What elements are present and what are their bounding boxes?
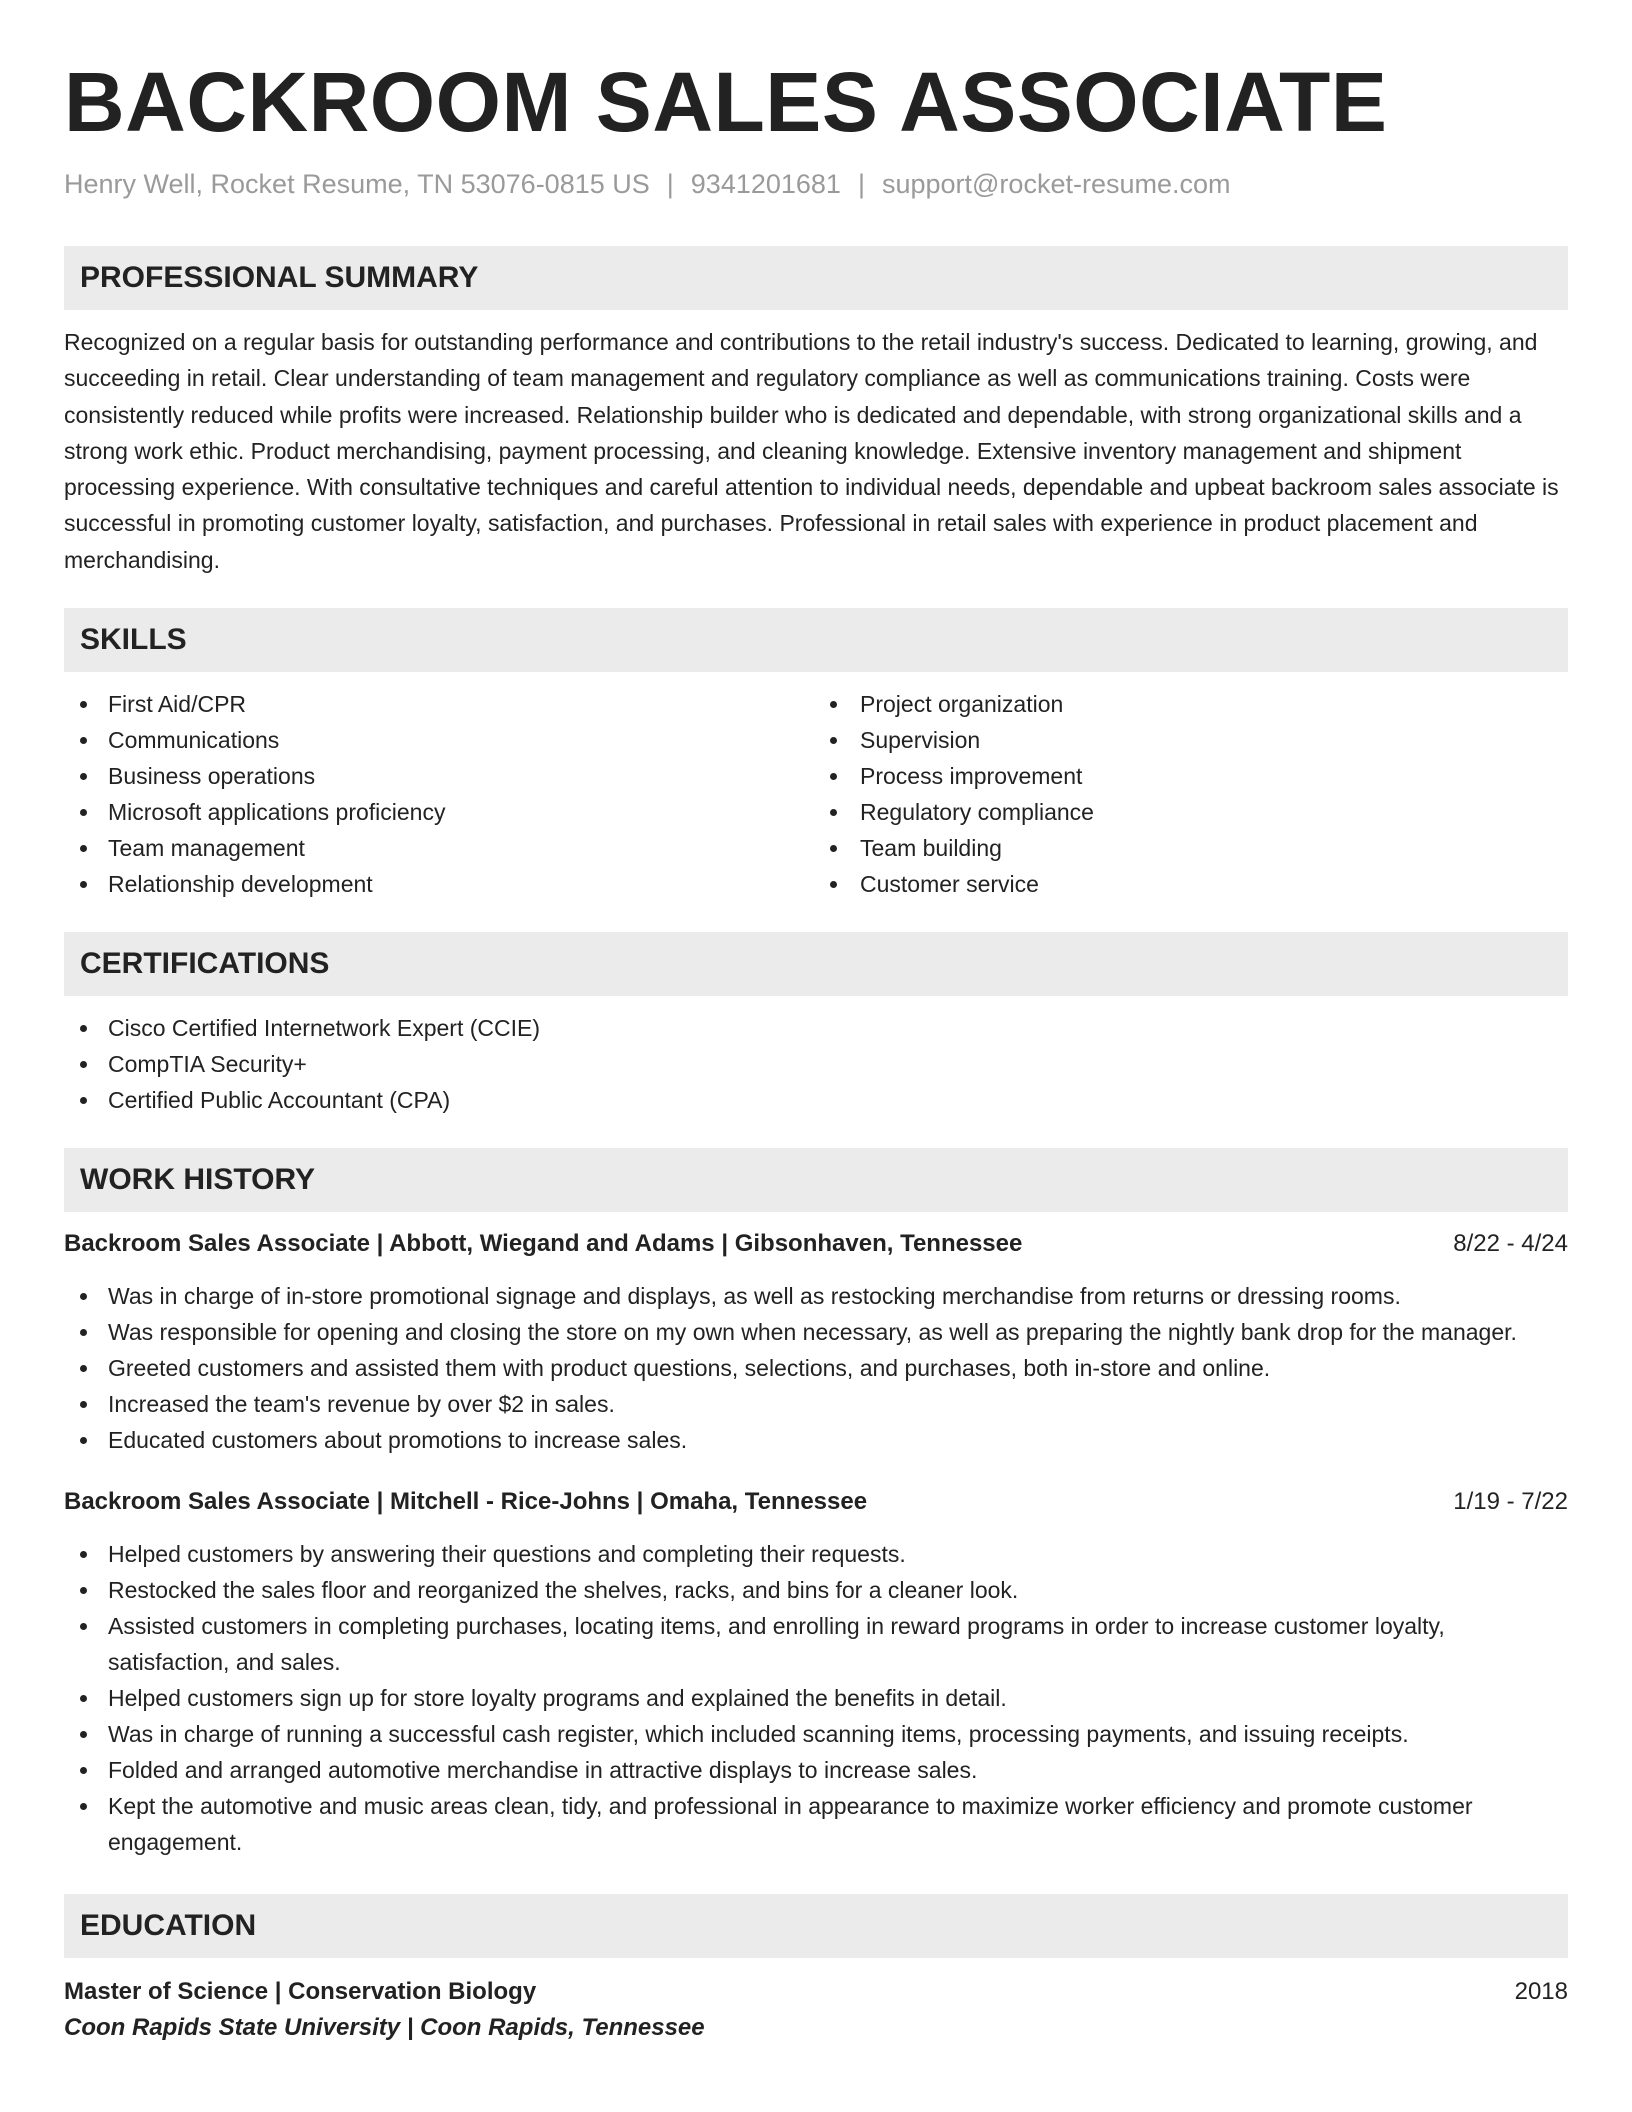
section-heading: EDUCATION [80, 1909, 257, 1943]
list-item: Customer service [816, 866, 1568, 902]
job-header [64, 1484, 1568, 1520]
section-header-certifications [64, 932, 1568, 996]
job-header [64, 1226, 1568, 1262]
education-school: Coon Rapids State University | Coon Rapids, Tennessee [64, 2014, 705, 2042]
list-item: Team management [64, 830, 816, 866]
skills-list-right [816, 686, 1568, 902]
list-item: Restocked the sales floor and reorganized the shelves, racks, and bins for a cleaner look. [64, 1572, 1568, 1608]
list-item: Communications [64, 722, 816, 758]
list-item: Cisco Certified Internetwork Expert (CCIE) [64, 1010, 1568, 1046]
education-year: 2018 [1514, 1978, 1568, 2006]
list-item: Certified Public Accountant (CPA) [64, 1082, 1568, 1118]
list-item: Supervision [816, 722, 1568, 758]
job-dates: 1/19 - 7/22 [1453, 1488, 1568, 1516]
list-item: Team building [816, 830, 1568, 866]
skills-column-left [64, 686, 816, 902]
list-item: Was responsible for opening and closing the store on my own when necessary, as well as preparing the nightly bank drop for the manager. [64, 1314, 1568, 1350]
skills-column-right [816, 686, 1568, 902]
skills-section [64, 608, 1568, 902]
contact-phone: 9341201681 [690, 169, 841, 199]
job-title: Backroom Sales Associate | Mitchell - Rice-Johns | Omaha, Tennessee [64, 1488, 868, 1516]
list-item: Microsoft applications proficiency [64, 794, 816, 830]
job-dates: 8/22 - 4/24 [1453, 1230, 1568, 1258]
certifications-list [64, 1010, 1568, 1118]
job-entry [64, 1484, 1568, 1860]
list-item: Increased the team's revenue by over $2 in sales. [64, 1386, 1568, 1422]
resume-title: BACKROOM SALES ASSOCIATE [64, 55, 1388, 149]
contact-separator: | [666, 169, 674, 199]
work-history-section [64, 1148, 1568, 1860]
summary-text: Recognized on a regular basis for outstanding performance and contributions to the retail industry's success. Dedicated to learning, growing, and succeeding in retail. Clear understanding of team management and regulatory compliance as well as communications training. Costs were consistently reduced while profits were increased. Relationship builder who is dedicated and dependable, with strong organizational skills and a strong work ethic. Product merchandising, payment processing, and cleaning knowledge. Extensive inventory management and shipment processing experience. With consultative techniques and careful attention to individual needs, dependable and upbeat backroom sales associate is successful in promoting customer loyalty, satisfaction, and purchases. Professional in retail sales with experience in product placement and merchandising. [64, 329, 1559, 573]
list-item: Educated customers about promotions to increase sales. [64, 1422, 1568, 1458]
job-bullets [64, 1278, 1568, 1458]
list-item: Helped customers by answering their questions and completing their requests. [64, 1536, 1568, 1572]
list-item: Folded and arranged automotive merchandise in attractive displays to increase sales. [64, 1752, 1568, 1788]
education-degree: Master of Science | Conservation Biology [64, 1978, 537, 2006]
section-header-skills [64, 608, 1568, 672]
job-entry [64, 1226, 1568, 1458]
contact-separator: | [857, 169, 865, 199]
contact-address: Henry Well, Rocket Resume, TN 53076-0815 US [64, 169, 650, 199]
skills-columns [64, 686, 1568, 902]
list-item: Was in charge of running a successful cash register, which included scanning items, processing payments, and issuing receipts. [64, 1716, 1568, 1752]
job-bullets [64, 1536, 1568, 1860]
list-item: Assisted customers in completing purchases, locating items, and enrolling in reward programs in order to increase customer loyalty, satisfaction, and sales. [64, 1608, 1568, 1680]
list-item: Was in charge of in-store promotional signage and displays, as well as restocking merchandise from returns or dressing rooms. [64, 1278, 1568, 1314]
education-section [64, 1894, 1568, 2046]
list-item: Regulatory compliance [816, 794, 1568, 830]
certifications-section [64, 932, 1568, 1118]
list-item: Business operations [64, 758, 816, 794]
list-item: Kept the automotive and music areas clean, tidy, and professional in appearance to maximize worker efficiency and promote customer engagement. [64, 1788, 1568, 1860]
section-heading: PROFESSIONAL SUMMARY [80, 261, 479, 294]
list-item: Greeted customers and assisted them with product questions, selections, and purchases, both in-store and online. [64, 1350, 1568, 1386]
list-item: Helped customers sign up for store loyalty programs and explained the benefits in detail. [64, 1680, 1568, 1716]
skills-list-left [64, 686, 816, 902]
section-header-education [64, 1894, 1568, 1958]
list-item: First Aid/CPR [64, 686, 816, 722]
list-item: CompTIA Security+ [64, 1046, 1568, 1082]
education-header [64, 1974, 1568, 2010]
section-heading: CERTIFICATIONS [80, 947, 330, 981]
section-header-work-history [64, 1148, 1568, 1212]
resume-page [64, 0, 1568, 2046]
contact-email: support@rocket-resume.com [881, 169, 1231, 199]
section-heading: WORK HISTORY [80, 1163, 316, 1197]
list-item: Relationship development [64, 866, 816, 902]
contact-line [64, 166, 1568, 202]
list-item: Process improvement [816, 758, 1568, 794]
section-heading: SKILLS [80, 623, 187, 657]
job-title: Backroom Sales Associate | Abbott, Wiegand and Adams | Gibsonhaven, Tennessee [64, 1230, 1023, 1258]
section-header-summary [64, 246, 1568, 310]
summary-section [64, 246, 1568, 578]
list-item: Project organization [816, 686, 1568, 722]
